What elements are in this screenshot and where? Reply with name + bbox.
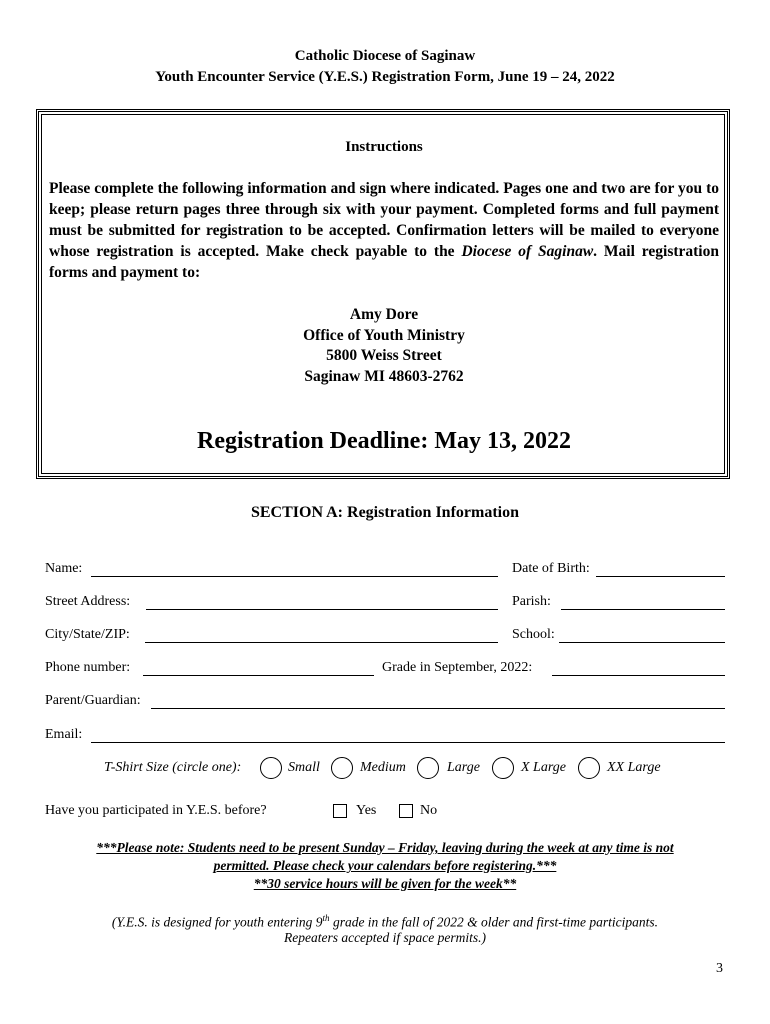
parish-field[interactable] (561, 609, 725, 610)
tshirt-medium-option[interactable] (331, 757, 353, 779)
tshirt-small-option[interactable] (260, 757, 282, 779)
tshirt-large-label: Large (447, 760, 480, 775)
tshirt-large-option[interactable] (417, 757, 439, 779)
participated-no-label: No (420, 803, 438, 818)
street-label: Street Address: (45, 594, 131, 609)
instructions-box (36, 109, 730, 479)
mailing-address: Amy Dore Office of Youth Ministry 5800 Weiss Street Saginaw MI 48603-2762 (303, 306, 465, 385)
parent-label: Parent/Guardian: (45, 693, 141, 708)
grade-label: Grade in September, 2022: (382, 660, 533, 675)
parish-label: Parish: (512, 594, 551, 609)
tshirt-medium-label: Medium (360, 760, 406, 775)
service-hours-note: **30 service hours will be given for the week** (253, 876, 517, 891)
phone-field[interactable] (143, 675, 374, 676)
email-field[interactable] (91, 742, 725, 743)
street-field[interactable] (146, 609, 498, 610)
name-field[interactable] (91, 576, 498, 577)
grade-field[interactable] (552, 675, 725, 676)
attendance-note-line2: permitted. Please check your calendars before registering.*** (213, 858, 557, 873)
email-label: Email: (45, 727, 83, 742)
registration-deadline: Registration Deadline: May 13, 2022 (197, 428, 571, 454)
participated-yes-label: Yes (356, 803, 377, 818)
tshirt-label: T-Shirt Size (circle one): (104, 760, 242, 775)
dob-field[interactable] (596, 576, 725, 577)
page-number: 3 (716, 961, 723, 976)
tshirt-size-row (0, 758, 770, 780)
header-title: Catholic Diocese of Saginaw (294, 48, 476, 64)
instructions-title: Instructions (345, 139, 423, 155)
dob-label: Date of Birth: (512, 561, 590, 576)
school-field[interactable] (559, 642, 725, 643)
tshirt-xlarge-label: X Large (521, 760, 566, 775)
instructions-body: Please complete the following information and sign where indicated. Pages one and two are for you to keep; please return pages three through six with your payment. Completed forms and full payment must be submitted for registration to be accepted. Confirmation letters will be mailed to everyone whose registration is accepted. Make check payable to the Diocese of Saginaw. Mail registration forms and payment to: (49, 180, 719, 281)
section-a-title: SECTION A: Registration Information (250, 504, 519, 521)
participated-no-checkbox[interactable] (399, 804, 413, 818)
city-field[interactable] (145, 642, 498, 643)
participated-yes-checkbox[interactable] (333, 804, 347, 818)
eligibility-note-line2: Repeaters accepted if space permits.) (283, 930, 487, 945)
header-subtitle: Youth Encounter Service (Y.E.S.) Registration Form, June 19 – 24, 2022 (155, 69, 615, 85)
tshirt-small-label: Small (288, 760, 320, 775)
parent-field[interactable] (151, 708, 725, 709)
name-label: Name: (45, 561, 83, 576)
tshirt-xxlarge-option[interactable] (578, 757, 600, 779)
tshirt-xlarge-option[interactable] (492, 757, 514, 779)
eligibility-note-line1: (Y.E.S. is designed for youth entering 9th grade in the fall of 2022 & older and first-time participants. (111, 913, 659, 930)
attendance-note-line1: ***Please note: Students need to be present Sunday – Friday, leaving during the week at any time is not (96, 840, 674, 855)
participated-question: Have you participated in Y.E.S. before? (45, 803, 267, 818)
city-label: City/State/ZIP: (45, 627, 130, 642)
school-label: School: (512, 627, 555, 642)
diocese-name: Diocese of Saginaw (461, 243, 594, 260)
phone-label: Phone number: (45, 660, 131, 675)
tshirt-xxlarge-label: XX Large (607, 760, 661, 775)
